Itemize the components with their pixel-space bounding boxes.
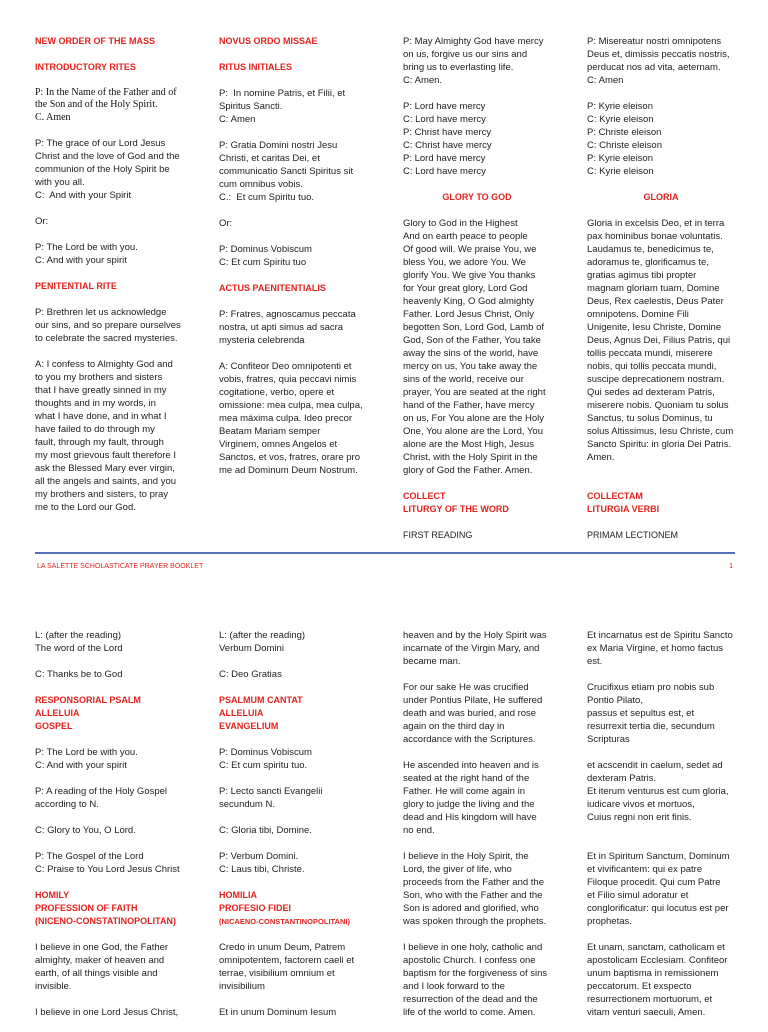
first-reading-latin-label: PRIMAM LECTIONEM <box>587 529 679 540</box>
creed-latin-2: Et in unum Dominum Iesum <box>219 1006 337 1018</box>
greeting-latin: P: Gratia Domini nostri Jesu Christi, et caritas Dei, et communicatio Sancti Spiritus sit cum omnibus vobis. C.: Et cum Spiritu tuo. <box>219 139 354 203</box>
greeting-text: P: The grace of our Lord Jesus Christ and the love of God and the communion of the Holy Spirit be with you all. C: And with your Spirit <box>35 138 180 201</box>
creed-holy-spirit-latin: Et in Spiritum Sanctum, Dominum et vivificantem: qui ex patre Filoque procedit. Qui cum Patre et Filio simul adoratur et conglorificatur: qui locutus est per prophetas. <box>587 850 730 927</box>
section-heading-collect: COLLECT LITURGY OF THE WORD <box>403 490 509 514</box>
gloria-text: Glory to God in the Highest And on earth peace to people Of good will. We praise You, we bless You, we adore You. We glorify You. We give You thanks for Your great glory, Lord God heavenly King, O God almighty Father. Lord Jesus Christ, Only begotten Son, Lord God, Lamb of God, Son of the Father, You take away the sins of the world, have mercy on us, You take away the sins of the world, receive our prayer, You are seated at the right hand of the Father, have mercy on us, For You alone are the Holy One, You alone are the Lord, You alone are the Most High, Jesus Christ, with the Holy Spirit in the glory of God the Father. Amen. <box>403 217 546 476</box>
absolution-text: P: May Almighty God have mercy on us, forgive us our sins and bring us to everlasting life. C: Amen. <box>403 35 544 86</box>
document-title: NEW ORDER OF THE MASS <box>35 35 156 46</box>
creed-church-latin: Et unam, sanctam, catholicam et apostolicam Ecclesiam. Confiteor unum baptisma in remissionem peccatorum. Et exspecto resurrectionem mortuorum, et vitam venturi saeculi, Amen. <box>587 941 728 1018</box>
document-title-latin: NOVUS ORDO MISSAE <box>219 35 318 46</box>
sign-of-the-cross-text: P: In the Name of the Father and of the Son and of the Holy Spirit. C. Amen <box>35 86 177 123</box>
section-heading-penitential-rite: PENITENTIAL RITE <box>35 281 117 291</box>
penitential-invitation-text: P: Brethren let us acknowledge our sins, and so prepare ourselves to celebrate the sacred mysteries. <box>35 307 181 344</box>
gospel-end-text: P: The Gospel of the Lord C: Praise to You Lord Jesus Christ <box>35 850 180 875</box>
creed-incarnation-latin: Et incarnatus est de Spiritu Sancto ex Maria Virgine, et homo factus est. <box>587 629 733 667</box>
section-heading-collectam: COLLECTAM LITURGIA VERBI <box>587 490 660 514</box>
gospel-intro-text: P: A reading of the Holy Gospel according to N. <box>35 785 168 810</box>
sign-of-the-cross-latin: P: In nomine Patris, et Filii, et Spiritus Sancti. C: Amen <box>219 87 346 125</box>
gospel-greeting-text: P: The Lord be with you. C: And with your spirit <box>35 746 138 771</box>
creed-crucifixion-text: For our sake He was crucified under Pontius Pilate, He suffered death and was buried, and rose again on the third day in accordance with the Scriptures. <box>403 681 543 745</box>
creed-incarnation-text: heaven and by the Holy Spirit was incarnate of the Virgin Mary, and became man. <box>403 629 547 667</box>
or-label-latin: Or: <box>219 217 233 229</box>
creed-church-text: I believe in one holy, catholic and apostolic Church. I confess one baptism for the forgiveness of sins and I look forward to the resurrection of the dead and the life of the world to come. Amen. <box>403 941 548 1018</box>
column-latin-kyrie-gloria <box>587 35 735 555</box>
section-heading-actus-paenitentialis: ACTUS PAENITENTIALIS <box>219 282 326 293</box>
section-heading-homilia-credo: HOMILIA PROFESIO FIDEI <box>219 889 292 913</box>
creed-crucifixion-latin: Crucifixus etiam pro nobis sub Pontio Pilato, passus et sepultus est, et resurrexit tertia die, secundum Scripturas <box>587 681 715 745</box>
gloria-latin: Gloria in excelsis Deo, et in terra pax hominibus bonae voluntatis. Laudamus te, benedicimus te, adoramus te, glorificamus te, gratias agimus tibi propter magnam gloriam tuam, Domine Deus, Rex caelestis, Deus Pater omnipotens. Domine Fili Unigenite, Iesu Christe, Domine Deus, Agnus Dei, Filius Patris, qui tollis peccata mundi, miserere nobis, qui tollis peccata mundi, suscipe deprecationem nostram. Qui sedes ad dexteram Patris, miserere nobis. Quoniam tu solus Sanctus, tu solus Dominus, tu solus Altissimus, Iesu Christe, cum Sancto Spiritu: in gloria Dei Patris. Amen. <box>587 217 734 463</box>
penitential-invitation-latin: P: Fratres, agnoscamus peccata nostra, ut apti simus ad sacra mysteria celebrenda <box>219 308 356 346</box>
absolution-latin: P: Misereatur nostri omnipotens Deus et, dimissis peccatis nostris, perducat nos ad vita, aeternam. C: Amen <box>587 35 730 86</box>
reading-response-latin: C: Deo Gratias <box>219 668 282 680</box>
first-reading-label: FIRST READING <box>403 529 473 540</box>
confiteor-text: A: I confess to Almighty God and to you my brothers and sisters that I have greatly sinned in my thoughts and in my words, in what I have done, and in what I have failed to do through my fault, through my fault, through my most grievous fault therefore I ask the Blessed Mary ever virgin, all the angels and saints, and you my brothers and sisters, to pray me to the Lord our God. <box>35 359 177 513</box>
section-subheading-nicaeno: (NICAENO-CONSTANTINOPOLITANI) <box>219 916 350 926</box>
column-english-creed <box>403 629 551 1032</box>
section-heading-homily-creed: HOMILY PROFESSION OF FAITH (NICENO-CONSTATINOPOLITAN) <box>35 889 176 926</box>
gospel-end-latin: P: Verbum Domini. C: Laus tibi, Christe. <box>219 850 305 875</box>
creed-ascension-text: He ascended into heaven and is seated at the right hand of the Father. He will come again in glory to judge the living and the dead and His kingdom will have no end. <box>403 759 539 836</box>
greeting-alt-text: P: The Lord be with you. C: And with your spirit <box>35 242 138 266</box>
column-english-kyrie-gloria <box>403 35 551 555</box>
or-label: Or: <box>35 216 49 227</box>
section-heading-psalm-gospel: RESPONSORIAL PSALM ALLELUIA GOSPEL <box>35 694 141 731</box>
column-latin-liturgy-word <box>219 629 367 1032</box>
gospel-intro-latin: P: Lecto sancti Evangelii secundum N. <box>219 785 323 810</box>
gospel-response-text: C: Glory to You, O Lord. <box>35 824 136 836</box>
creed-ascension-latin: et acscendit in caelum, sedet ad dexteram Patris. Et iterum venturus est cum gloria, iudicare vivos et mortuos, Cuius regni non erit finis. <box>587 759 729 823</box>
gospel-greeting-latin: P: Dominus Vobiscum C: Et cum spiritu tuo. <box>219 746 312 771</box>
footer-rule <box>35 552 735 554</box>
greeting-alt-latin: P: Dominus Vobiscum C: Et cum Spiritu tuo <box>219 243 312 268</box>
creed-text-2: I believe in one Lord Jesus Christ, <box>35 1006 179 1018</box>
column-latin-creed <box>587 629 735 1032</box>
gospel-response-latin: C: Gloria tibi, Domine. <box>219 824 312 836</box>
confiteor-latin: A: Confiteor Deo omnipotenti et vobis, fratres, quia peccavi nimis cogitatione, verbo, opere et omissione: mea culpa, mea culpa, mea máxima culpa. Ideo precor Beatam Mariam semper Virginem, omnes Angelos et Sanctos, et vos, fratres, orare pro me ad Dominum Deum Nostrum. <box>219 360 363 476</box>
section-heading-introductory-rites: INTRODUCTORY RITES <box>35 61 136 72</box>
section-heading-gloria: GLORIA <box>643 191 679 202</box>
section-heading-psalmum-evangelium: PSALMUM CANTAT ALLELUIA EVANGELIUM <box>219 694 303 731</box>
kyrie-text: P: Lord have mercy C: Lord have mercy P: Christ have mercy C: Christ have mercy P: Lord have mercy C: Lord have mercy <box>403 100 492 177</box>
page-number: 1 <box>729 563 733 570</box>
creed-holy-spirit-text: I believe in the Holy Spirit, the Lord, the giver of life, who proceeds from the Father and the Son, who with the Father and the Son is adored and glorified, who was spoken through the prophets. <box>403 850 547 927</box>
kyrie-latin: P: Kyrie eleison C: Kyrie eleison P: Christe eleison C: Christe eleison P: Kyrie eleison C: Kyrie eleison <box>587 100 662 177</box>
after-reading-latin: L: (after the reading) Verbum Domini <box>219 629 306 654</box>
creed-text-1: I believe in one God, the Father almighty, maker of heaven and earth, of all things visible and invisible. <box>35 941 169 992</box>
reading-response-text: C: Thanks be to God <box>35 668 123 680</box>
column-latin-introductory <box>219 35 367 490</box>
section-heading-ritus-initiales: RITUS INITIALES <box>219 61 293 72</box>
section-heading-glory-to-god: GLORY TO GOD <box>442 191 512 202</box>
creed-latin-1: Credo in unum Deum, Patrem omnipotentem, factorem caeli et terrae, visibilium omnium et invisibilium <box>219 941 355 992</box>
column-english-introductory <box>35 35 183 528</box>
after-reading-text: L: (after the reading) The word of the Lord <box>35 629 123 654</box>
footer-title: LA SALETTE SCHOLASTICATE PRAYER BOOKLET <box>37 563 204 570</box>
column-english-liturgy-word <box>35 629 183 1032</box>
